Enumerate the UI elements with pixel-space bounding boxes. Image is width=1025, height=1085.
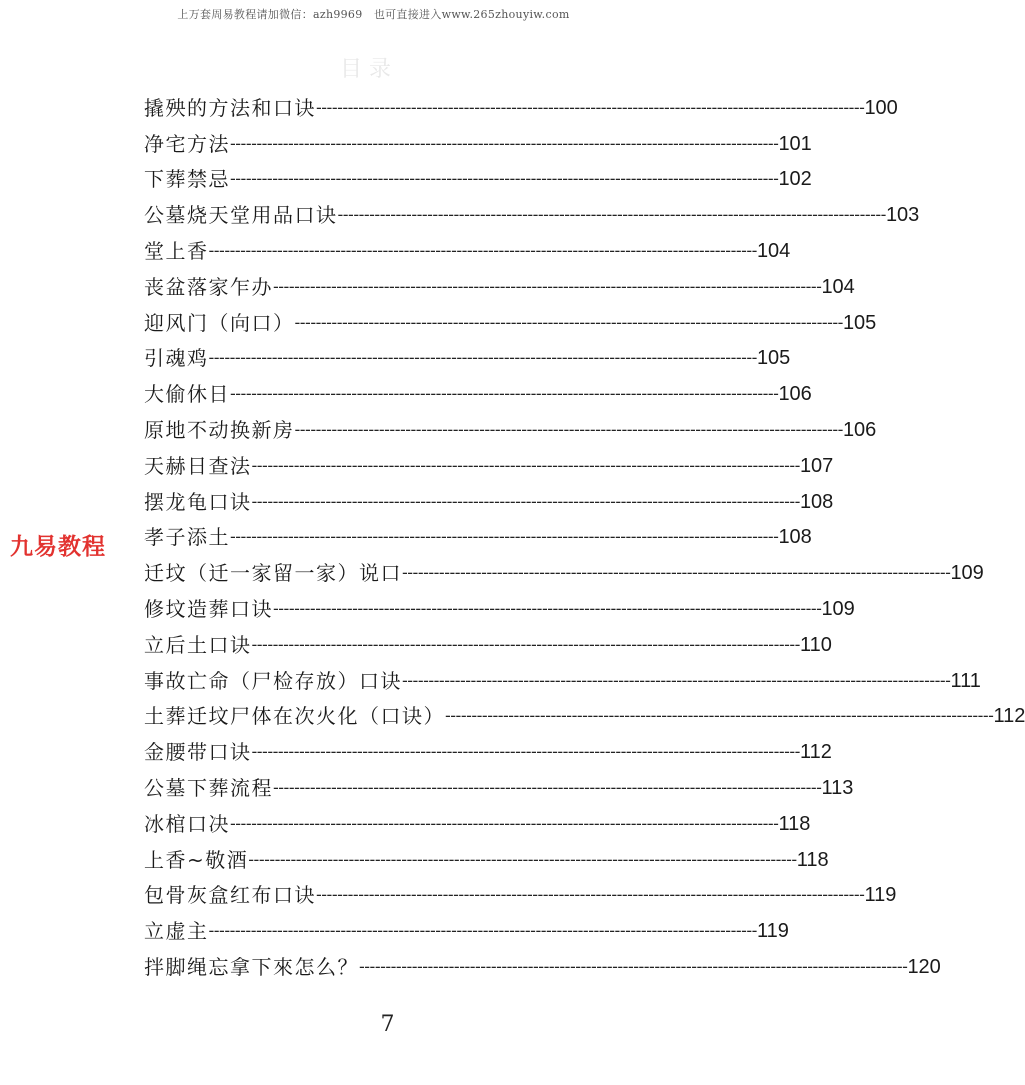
toc-entry[interactable] bbox=[144, 376, 812, 412]
toc-entry-title: 原地不动换新房 bbox=[144, 418, 295, 443]
toc-dot-leader: -------------------------------------------------------------------------------------------------------- bbox=[273, 778, 822, 798]
toc-entry-page: 102 bbox=[778, 168, 812, 191]
toc-dot-leader: -------------------------------------------------------------------------------------------------------- bbox=[251, 742, 800, 762]
toc-entry-title: 净宅方法 bbox=[144, 131, 230, 156]
toc-entry[interactable] bbox=[144, 448, 834, 484]
toc-entry-page: 109 bbox=[821, 598, 855, 621]
toc-dot-leader: -------------------------------------------------------------------------------------------------------- bbox=[230, 384, 779, 404]
toc-dot-leader: -------------------------------------------------------------------------------------------------------- bbox=[251, 634, 800, 654]
toc-entry-page: 105 bbox=[842, 311, 877, 334]
toc-entry-title: 包骨灰盒红布口诀 bbox=[144, 883, 316, 908]
toc-entry-page: 118 bbox=[796, 848, 829, 871]
toc-entry[interactable] bbox=[144, 878, 897, 914]
toc-entry[interactable] bbox=[144, 484, 834, 520]
toc-dot-leader: -------------------------------------------------------------------------------------------------------- bbox=[316, 97, 865, 117]
toc-entry-title: 迎风门（向口） bbox=[144, 310, 295, 335]
toc-dot-leader: -------------------------------------------------------------------------------------------------------- bbox=[251, 455, 800, 475]
table-of-contents bbox=[144, 90, 1025, 985]
toc-entry[interactable] bbox=[144, 627, 832, 663]
toc-entry[interactable] bbox=[144, 555, 984, 591]
toc-entry[interactable] bbox=[144, 197, 920, 233]
toc-dot-leader: -------------------------------------------------------------------------------------------------------- bbox=[294, 312, 843, 332]
toc-dot-leader: -------------------------------------------------------------------------------------------------------- bbox=[230, 527, 779, 547]
toc-entry[interactable] bbox=[144, 412, 877, 448]
toc-entry-title: 金腰带口诀 bbox=[144, 740, 252, 765]
toc-dot-leader: -------------------------------------------------------------------------------------------------------- bbox=[248, 849, 797, 869]
toc-entry-page: 106 bbox=[842, 419, 877, 442]
toc-entry[interactable] bbox=[144, 341, 791, 377]
toc-dot-leader: -------------------------------------------------------------------------------------------------------- bbox=[230, 169, 779, 189]
toc-entry[interactable] bbox=[144, 233, 791, 269]
toc-entry-page: 105 bbox=[756, 347, 791, 370]
toc-entry-title: 事故亡命（尸检存放）口诀 bbox=[144, 668, 402, 693]
toc-dot-leader: -------------------------------------------------------------------------------------------------------- bbox=[359, 957, 908, 977]
toc-dot-leader: -------------------------------------------------------------------------------------------------------- bbox=[230, 133, 779, 153]
toc-dot-leader: -------------------------------------------------------------------------------------------------------- bbox=[230, 813, 779, 833]
toc-entry-page: 120 bbox=[907, 956, 941, 979]
toc-entry[interactable] bbox=[144, 305, 877, 341]
toc-entry-title: 天赫日查法 bbox=[144, 453, 252, 478]
toc-dot-leader: -------------------------------------------------------------------------------------------------------- bbox=[337, 205, 886, 225]
toc-entry-page: 101 bbox=[778, 132, 812, 155]
toc-entry-page: 118 bbox=[778, 812, 811, 835]
toc-dot-leader: -------------------------------------------------------------------------------------------------------- bbox=[208, 348, 757, 368]
toc-entry-page: 119 bbox=[756, 920, 789, 943]
toc-entry-page: 112 bbox=[799, 741, 832, 764]
toc-entry-page: 109 bbox=[950, 562, 984, 585]
toc-entry-page: 100 bbox=[864, 96, 898, 119]
toc-entry-title: 引魂鸡 bbox=[144, 346, 209, 371]
toc-dot-leader: -------------------------------------------------------------------------------------------------------- bbox=[316, 885, 865, 905]
toc-entry[interactable] bbox=[144, 126, 812, 162]
toc-entry-title: 撬殃的方法和口诀 bbox=[144, 95, 316, 120]
toc-entry-title: 大偷休日 bbox=[144, 382, 230, 407]
toc-entry[interactable] bbox=[144, 949, 941, 985]
toc-entry[interactable] bbox=[144, 806, 811, 842]
toc-entry[interactable] bbox=[144, 699, 1025, 735]
toc-dot-leader: -------------------------------------------------------------------------------------------------------- bbox=[208, 921, 757, 941]
toc-dot-leader: -------------------------------------------------------------------------------------------------------- bbox=[402, 563, 951, 583]
toc-entry-page: 113 bbox=[821, 777, 854, 800]
toc-entry-title: 丧盆落家乍办 bbox=[144, 274, 273, 299]
toc-entry-title: 孝子添土 bbox=[144, 525, 230, 550]
toc-entry-title: 土葬迁坟尸体在次火化（口诀） bbox=[144, 704, 445, 729]
toc-dot-leader: -------------------------------------------------------------------------------------------------------- bbox=[208, 241, 757, 261]
toc-entry-title: 堂上香 bbox=[144, 239, 209, 264]
toc-dot-leader: -------------------------------------------------------------------------------------------------------- bbox=[445, 706, 994, 726]
toc-entry-page: 103 bbox=[885, 204, 920, 227]
toc-entry[interactable] bbox=[144, 663, 981, 699]
toc-dot-leader: -------------------------------------------------------------------------------------------------------- bbox=[273, 599, 822, 619]
toc-entry-page: 106 bbox=[778, 383, 812, 406]
toc-entry-title: 上香~敬酒 bbox=[144, 847, 249, 872]
toc-entry-page: 104 bbox=[821, 275, 855, 298]
toc-entry-page: 108 bbox=[778, 526, 812, 549]
toc-entry-title: 公墓下葬流程 bbox=[144, 776, 273, 801]
toc-entry-title: 拌脚绳忘拿下來怎么？ bbox=[144, 955, 359, 980]
toc-entry-title: 修坟造葬口诀 bbox=[144, 597, 273, 622]
toc-entry-page: 108 bbox=[799, 490, 834, 513]
faded-heading-mark: 目 录 bbox=[340, 57, 391, 82]
toc-entry[interactable] bbox=[144, 842, 829, 878]
watermark-logo: 九易教程 bbox=[10, 534, 106, 560]
toc-entry[interactable] bbox=[144, 770, 854, 806]
toc-entry-page: 119 bbox=[864, 884, 897, 907]
toc-entry-title: 下葬禁忌 bbox=[144, 167, 230, 192]
toc-dot-leader: -------------------------------------------------------------------------------------------------------- bbox=[273, 276, 822, 296]
toc-entry-page: 111 bbox=[950, 669, 981, 692]
toc-entry[interactable] bbox=[144, 90, 898, 126]
page-number: 7 bbox=[380, 1012, 395, 1037]
toc-dot-leader: -------------------------------------------------------------------------------------------------------- bbox=[251, 491, 800, 511]
toc-entry[interactable] bbox=[144, 520, 812, 556]
toc-entry-page: 107 bbox=[799, 454, 834, 477]
toc-entry[interactable] bbox=[144, 162, 812, 198]
toc-entry-title: 立后土口诀 bbox=[144, 632, 252, 657]
header-notice: 上万套周易教程请加微信：azh9969 也可直接进入www.265zhouyiw.com bbox=[177, 8, 570, 21]
toc-dot-leader: -------------------------------------------------------------------------------------------------------- bbox=[402, 670, 951, 690]
toc-entry-title: 摆龙龟口诀 bbox=[144, 489, 252, 514]
toc-dot-leader: -------------------------------------------------------------------------------------------------------- bbox=[294, 420, 843, 440]
toc-entry-page: 110 bbox=[799, 633, 832, 656]
toc-entry[interactable] bbox=[144, 734, 832, 770]
toc-entry-title: 迁坟（迁一家留一家）说口 bbox=[144, 561, 402, 586]
toc-entry[interactable] bbox=[144, 913, 789, 949]
toc-entry[interactable] bbox=[144, 269, 855, 305]
toc-entry[interactable] bbox=[144, 591, 855, 627]
toc-entry-title: 公墓烧天堂用品口诀 bbox=[144, 203, 338, 228]
toc-entry-page: 104 bbox=[756, 240, 791, 263]
toc-entry-title: 冰棺口决 bbox=[144, 811, 230, 836]
toc-entry-page: 112 bbox=[993, 705, 1025, 728]
toc-entry-title: 立虚主 bbox=[144, 919, 209, 944]
